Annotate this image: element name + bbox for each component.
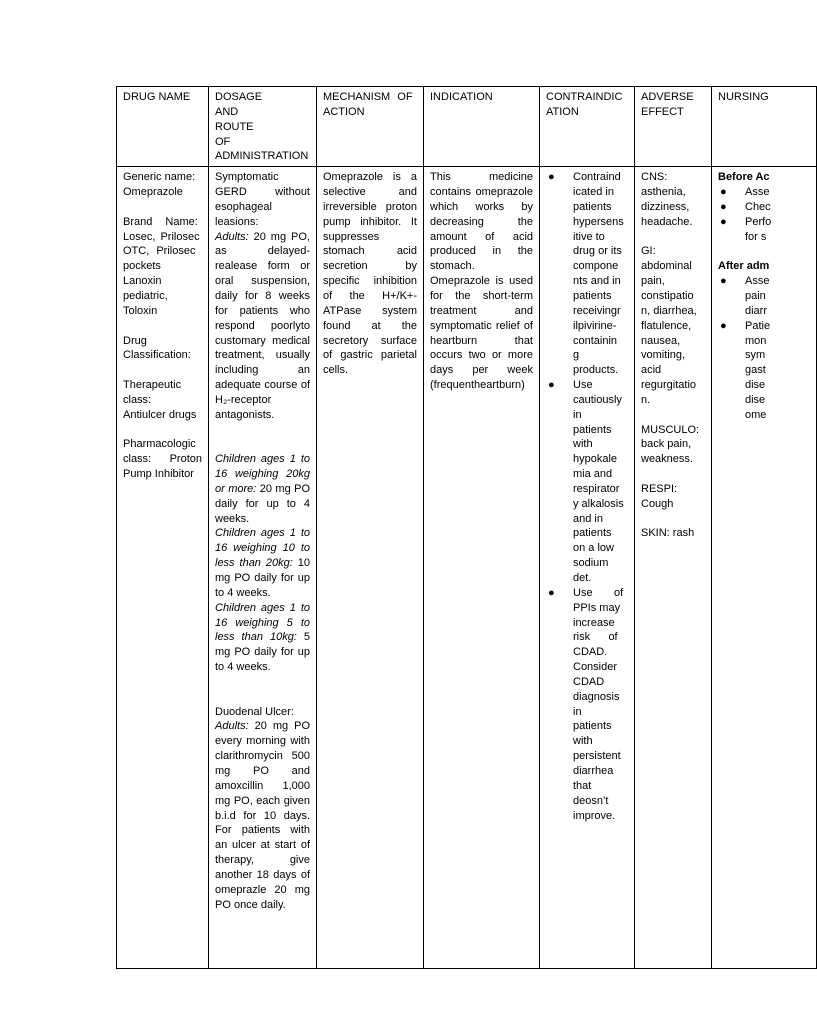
contraindication-cell — [540, 167, 635, 969]
contra-line: increase — [573, 616, 615, 629]
contra-line: improve. — [573, 809, 616, 822]
indication-cell — [424, 167, 540, 969]
contra-line: hypersens — [573, 215, 624, 228]
contra-line: icated in — [573, 186, 614, 199]
adverse-line: asthenia, — [641, 186, 686, 199]
nursing-item-text: sym — [745, 349, 766, 362]
contra-line: Use of — [573, 586, 624, 599]
child-dose-2 — [215, 526, 310, 600]
nursing-item — [718, 200, 816, 215]
header-indication-text: INDICATION — [430, 91, 493, 103]
contra-line: patients — [573, 423, 612, 436]
adverse-line: weakness. — [641, 453, 693, 466]
nursing-item-text: gast — [745, 364, 766, 377]
bullet-icon: ● — [720, 200, 727, 213]
adverse-line: nausea, — [641, 334, 681, 347]
therapeutic-class-value: Antiulcer drugs — [123, 408, 197, 421]
contra-line: PPIs may — [573, 601, 621, 614]
contra-line: cautiously — [573, 393, 622, 406]
pharmacologic-class: Pharmacologic class: Proton Pump Inhibitor — [123, 438, 202, 481]
contra-line: compone — [573, 260, 619, 273]
header-nursing — [712, 87, 817, 167]
nursing-item-text: pain — [745, 289, 766, 302]
adverse-effect-cell — [635, 167, 712, 969]
contra-line: containin — [573, 334, 618, 347]
drug-study-table — [116, 86, 817, 969]
brand-name-line: Losec, Prilosec — [123, 230, 200, 243]
header-nursing-text: NURSING — [718, 91, 769, 103]
nursing-item-text: dise — [745, 393, 766, 406]
bullet-icon: ● — [720, 186, 727, 199]
nursing-item-text: ome — [745, 408, 767, 421]
gi-label: GI: — [641, 245, 656, 258]
header-dosage-line: DOSAGE AND — [215, 91, 263, 118]
adverse-line: flatulence, — [641, 319, 692, 332]
contra-line: patients — [573, 527, 612, 540]
adults-label: Adults: — [215, 720, 249, 733]
duodenal-ulcer-text: 20 mg PO every morning with clarithromycin 500 mg PO and amoxcillin 1,000 mg PO, each given b.i.d for 10 days. For patients with an ulcer at start of therapy, give another 18 days of omeprazle 20 mg PO once daily. — [215, 720, 310, 911]
nursing-cell — [712, 167, 817, 969]
header-drug-name — [117, 87, 209, 167]
contra-line: that — [573, 779, 592, 792]
bullet-icon: ● — [720, 319, 727, 332]
child-dose-text: 20 mg PO daily for up to 4 weeks. — [215, 482, 310, 525]
adults-text: 20 mg PO, as delayed-realease form or oral suspension, daily for 8 weeks for patients who respond poorlyto customary medical treatment, usually including an adequate course of H₂-receptor antagonists. — [215, 230, 310, 421]
nursing-item-text: dise — [745, 379, 766, 392]
bullet-icon: ● — [720, 275, 727, 288]
child-dose-text: 5 mg PO daily for up to 4 weeks. — [215, 631, 310, 674]
header-mechanism-line: MECHANISM OF — [323, 91, 413, 103]
nursing-item-text: mon — [745, 334, 767, 347]
contra-line: nts and in — [573, 275, 621, 288]
before-admin-label: Before Ac — [718, 171, 770, 184]
header-dosage-line: ROUTE OF — [215, 120, 254, 148]
bullet-icon: ● — [548, 586, 555, 599]
header-contra-line: CONTRAINDIC — [546, 91, 623, 103]
gerd-adults — [215, 230, 310, 423]
adverse-line: vomiting, — [641, 349, 686, 362]
contra-line: with — [573, 438, 593, 451]
contra-line: sodium — [573, 557, 609, 570]
brand-name-line: Toloxin — [123, 304, 158, 317]
duodenal-ulcer-title: Duodenal Ulcer: — [215, 705, 294, 718]
drug-study-sheet — [116, 86, 772, 936]
nursing-item — [718, 215, 816, 245]
contra-line: persistent — [573, 750, 621, 763]
header-row — [117, 87, 817, 167]
contra-line: on a low — [573, 542, 614, 555]
nursing-item-text: Perfo — [745, 215, 772, 228]
contra-line: mia and — [573, 468, 613, 481]
gerd-title: Symptomatic GERD without esophageal leasions: — [215, 171, 310, 228]
contra-line: patients — [573, 200, 612, 213]
before-admin-list — [718, 185, 816, 244]
cns-label: CNS: — [641, 171, 668, 184]
contra-line: risk of — [573, 631, 618, 644]
contra-line: and in — [573, 512, 603, 525]
header-dosage-line: ADMINISTRATION — [215, 150, 309, 163]
contraindication-item — [546, 586, 630, 824]
nursing-item-text: Asse — [745, 275, 770, 288]
contra-line: patients — [573, 289, 612, 302]
contraindication-item — [546, 170, 630, 378]
after-admin-label: After adm — [718, 260, 770, 273]
bullet-icon: ● — [548, 171, 555, 184]
nursing-item-text: Asse — [745, 186, 770, 199]
adverse-line: pain, — [641, 275, 665, 288]
contra-line: respirator — [573, 482, 620, 495]
brand-name-line: pockets — [123, 260, 161, 273]
contra-line: CDAD — [573, 675, 605, 688]
after-admin-list — [718, 274, 816, 422]
contra-line: ilpivirine- — [573, 319, 617, 332]
contraindication-list — [546, 170, 630, 823]
therapeutic-class-label: Therapeutic class: — [123, 379, 182, 406]
child-dose-label: Children ages 1 to 16 weighing 20kg or more: — [215, 453, 310, 495]
adverse-line: back pain, — [641, 438, 692, 451]
header-indication — [424, 87, 540, 167]
header-contra-line: ATION — [546, 105, 579, 118]
contra-line: in — [573, 408, 582, 421]
contra-line: itive to — [573, 230, 605, 243]
adverse-line: dizziness, — [641, 200, 690, 213]
header-mechanism — [317, 87, 424, 167]
skin-effect: SKIN: rash — [641, 527, 695, 540]
mechanism-text: Omeprazole is a selective and irreversible proton pump inhibitor. It suppresses stomach acid secretion by specific inhibition of the H+/K+-ATPase system found at the secretory surface of gastric parietal cells. — [323, 171, 417, 377]
contra-line: diagnosis — [573, 690, 620, 703]
nursing-item-text: Patie — [745, 319, 771, 332]
contra-line: CDAD. — [573, 646, 608, 659]
duodenal-ulcer-adults — [215, 719, 310, 912]
adverse-line: regurgitatio — [641, 379, 697, 392]
header-adverse — [635, 87, 712, 167]
contraindication-item — [546, 378, 630, 586]
child-dose-text: 10 mg PO daily for up to 4 weeks. — [215, 557, 310, 599]
omeprazole-row — [117, 167, 817, 969]
brand-name-label: Brand Name: — [123, 215, 198, 228]
contra-line: g — [573, 349, 580, 362]
child-dose-1 — [215, 452, 310, 526]
contra-line: receivingr — [573, 304, 621, 317]
bullet-icon: ● — [720, 215, 727, 228]
adverse-line: acid — [641, 364, 662, 377]
contra-line: det. — [573, 572, 592, 584]
dosage-cell — [209, 167, 317, 969]
contra-line: products. — [573, 364, 619, 377]
nursing-item — [718, 319, 816, 423]
contra-line: y alkalosis — [573, 497, 624, 510]
header-dosage — [209, 87, 317, 167]
generic-name-value: Omeprazole — [123, 186, 183, 199]
drug-name-cell — [117, 167, 209, 969]
bullet-icon: ● — [548, 379, 555, 392]
musculo-label: MUSCULO: — [641, 423, 700, 436]
adverse-line: n, diarrhea, — [641, 304, 697, 317]
contra-line: deosn’t — [573, 794, 609, 807]
generic-name-label: Generic name: — [123, 171, 196, 184]
contra-line: Consider — [573, 661, 618, 674]
mechanism-cell — [317, 167, 424, 969]
adverse-line: abdominal — [641, 260, 692, 273]
contra-line: Contraind — [573, 171, 621, 184]
header-contraindication — [540, 87, 635, 167]
brand-name-line: Lanoxin — [123, 275, 162, 288]
child-dose-3 — [215, 601, 310, 675]
adverse-line: n. — [641, 393, 651, 406]
header-adverse-line: ADVERSE — [641, 91, 694, 103]
adults-label: Adults: — [215, 230, 249, 243]
contra-line: in — [573, 705, 582, 718]
nursing-item — [718, 185, 816, 200]
adverse-line: constipatio — [641, 289, 694, 302]
respi-label: RESPI: — [641, 482, 678, 495]
contra-line: with — [573, 735, 593, 748]
nursing-item-text: Chec — [745, 200, 771, 213]
adverse-line: headache. — [641, 215, 693, 228]
header-mechanism-line: ACTION — [323, 105, 365, 118]
contra-line: diarrhea — [573, 764, 614, 777]
nursing-item-text: for s — [745, 230, 767, 243]
contra-line: Use — [573, 379, 593, 392]
respi-value: Cough — [641, 497, 674, 510]
brand-name-line: pediatric, — [123, 289, 168, 302]
drug-classification-label: Drug Classification: — [123, 334, 191, 362]
brand-name-line: OTC, Prilosec — [123, 245, 196, 258]
nursing-item-text: diarr — [745, 304, 768, 317]
contra-line: hypokale — [573, 453, 618, 466]
child-dose-label: Children ages 1 to 16 weighing 5 to less than 10kg: — [215, 601, 310, 644]
nursing-item — [718, 274, 816, 319]
child-dose-label: Children ages 1 to 16 weighing 10 to less than 20kg: — [215, 527, 310, 570]
header-drug-name-text: DRUG NAME — [123, 91, 191, 103]
indication-text: This medicine contains omeprazole which works by decreasing the amount of acid produced in the stomach. Omeprazole is used for the short-term treatment and symptomatic relief of heartburn that occurs two or more days per week (frequentheartburn) — [430, 171, 533, 392]
contra-line: drug or its — [573, 245, 622, 258]
contra-line: patients — [573, 720, 612, 733]
header-adverse-line: EFFECT — [641, 105, 684, 118]
